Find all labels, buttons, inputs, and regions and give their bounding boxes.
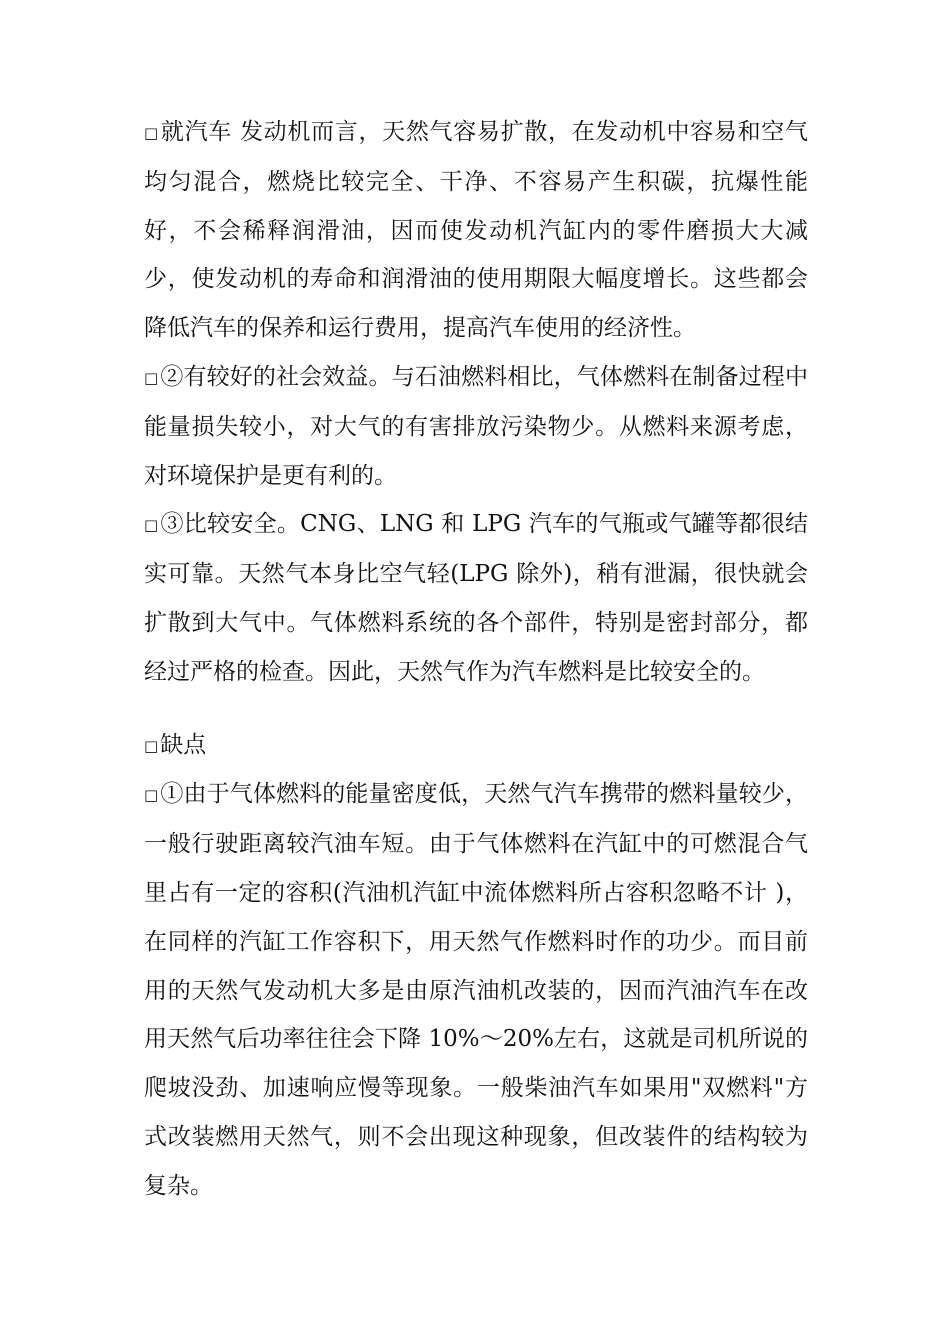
paragraph-advantage-engine — [144, 108, 808, 353]
bullet-box-icon: □ — [144, 368, 159, 387]
paragraph-advantage-safety — [144, 500, 808, 696]
heading-text: 缺点 — [160, 731, 207, 758]
bullet-box-icon: □ — [144, 124, 159, 142]
paragraph-text: 就汽车 发动机而言，天然气容易扩散，在发动机中容易和空气均匀混合，燃烧比较完全、干净、不容易产生积碳，抗爆性能好，不会稀释润滑油，因而使发动机汽缸内的零件磨损大大减少，使发动机的寿命和润滑油的使用期限大幅度增长。这些都会降低汽车的保养和运行费用，提高汽车使用的经济性。 — [144, 119, 808, 342]
paragraph-text: ①由于气体燃料的能量密度低，天然气汽车携带的燃料量较少，一般行驶距离较汽油车短。由于气体燃料在汽缸中的可燃混合气里占有一定的容积(汽油机汽缸中流体燃料所占容积忽略不计 )，在同样的汽缸工作容积下，用天然气作燃料时作的功少。而目前用的天然气发动机大多是由原汽油机改装的，因而汽油汽车在改用天然气后功率往往会下降 10%～20%左右，这就是司机所说的爬坡没劲、加速响应慢等现象。一般柴油汽车如果用"双燃料"方式改装燃用天然气，则不会出现这种现象，但改装件的结构较为复杂。 — [144, 781, 808, 1199]
paragraph-advantage-social — [144, 353, 808, 500]
document-body — [144, 108, 808, 1211]
bullet-box-icon: □ — [144, 786, 159, 805]
bullet-box-icon: □ — [144, 736, 159, 755]
bullet-box-icon: □ — [144, 516, 159, 535]
section-heading-disadvantages — [144, 721, 808, 771]
paragraph-text: ③比较安全。CNG、LNG 和 LPG 汽车的气瓶或气罐等都很结实可靠。天然气本身比空气轻(LPG 除外)，稍有泄漏，很快就会扩散到大气中。气体燃料系统的各个部件，特别是密封部分，都经过严格的检查。因此，天然气作为汽车燃料是比较安全的。 — [144, 511, 808, 685]
paragraph-text: ②有较好的社会效益。与石油燃料相比，气体燃料在制备过程中能量损失较小，对大气的有害排放污染物少。从燃料来源考虑，对环境保护是更有利的。 — [144, 363, 808, 489]
paragraph-disadvantage-range — [144, 770, 808, 1210]
